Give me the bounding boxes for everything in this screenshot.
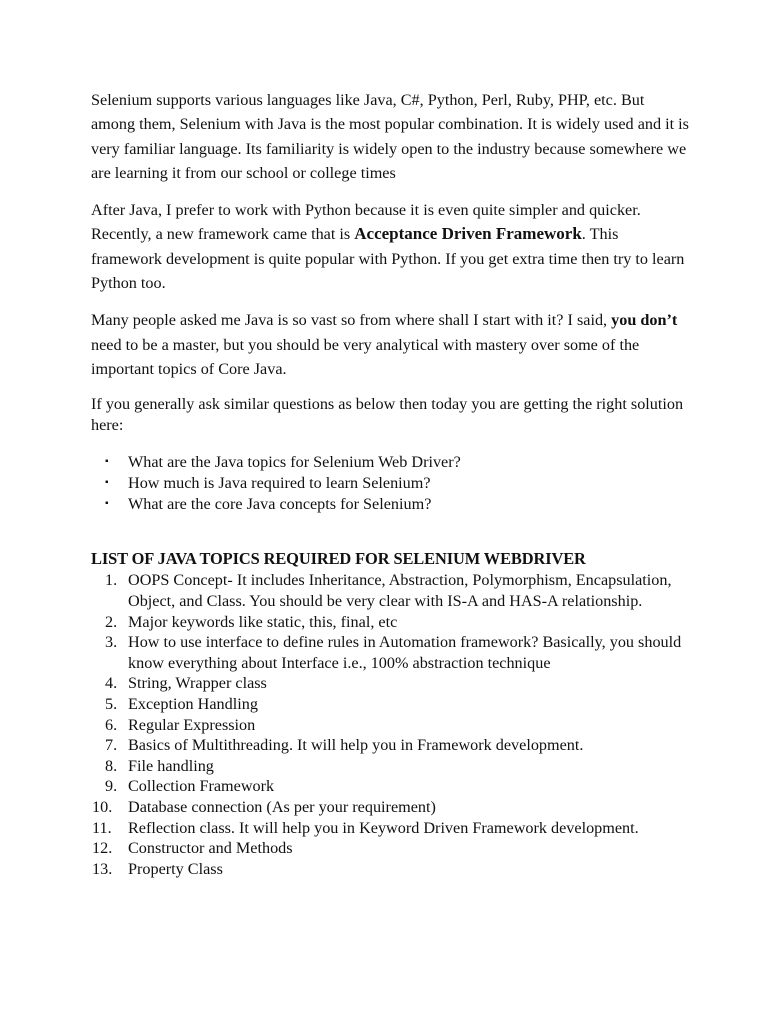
topic-text: OOPS Concept- It includes Inheritance, Abstraction, Polymorphism, Encapsulation, Object, and Class. You should be very clear with IS-A and HAS-A relationship. bbox=[128, 571, 672, 610]
item-number: 6. bbox=[105, 715, 118, 734]
item-number: 11. bbox=[92, 818, 112, 837]
list-item bbox=[91, 473, 691, 494]
question-text: What are the Java topics for Selenium Web Driver? bbox=[128, 453, 461, 472]
item-number: 4. bbox=[105, 674, 118, 693]
document-page bbox=[91, 88, 691, 879]
item-number: 1. bbox=[105, 571, 118, 590]
topic-text: Regular Expression bbox=[128, 715, 256, 734]
topic-text: Collection Framework bbox=[128, 777, 275, 796]
topic-text: Database connection (As per your requirement) bbox=[128, 797, 436, 816]
item-number: 8. bbox=[105, 756, 118, 775]
bullet-square-icon: ▪ bbox=[105, 456, 109, 468]
question-text: What are the core Java concepts for Selenium? bbox=[128, 494, 432, 513]
where-to-start-text: Many people asked me Java is so vast so from where shall I start with it? I said, bbox=[91, 311, 612, 330]
questions-intro-paragraph: If you generally ask similar questions as below then today you are getting the right solution here: bbox=[91, 395, 684, 435]
item-number: 12. bbox=[92, 839, 113, 858]
item-number: 2. bbox=[105, 612, 118, 631]
list-item bbox=[91, 632, 691, 673]
topic-text: Reflection class. It will help you in Keyword Driven Framework development. bbox=[128, 818, 639, 837]
item-number: 5. bbox=[105, 694, 118, 713]
list-item bbox=[91, 838, 691, 859]
topic-text: Basics of Multithreading. It will help you in Framework development. bbox=[128, 736, 584, 755]
list-item bbox=[91, 673, 691, 694]
acceptance-driven-framework-bold: Acceptance Driven Framework bbox=[354, 224, 582, 244]
list-item bbox=[91, 776, 691, 797]
topic-text: Exception Handling bbox=[128, 694, 258, 713]
list-item bbox=[91, 494, 691, 515]
bullet-square-icon: ▪ bbox=[105, 497, 109, 509]
item-number: 7. bbox=[105, 736, 118, 755]
python-paragraph bbox=[91, 198, 691, 295]
topic-text: How to use interface to define rules in Automation framework? Basically, you should know everything about Interface i.e., 100% abstraction technique bbox=[128, 633, 682, 672]
topics-list bbox=[91, 570, 691, 879]
you-dont-bold: you don’t bbox=[611, 311, 678, 330]
list-item bbox=[91, 756, 691, 777]
questions-list bbox=[91, 452, 691, 514]
python-paragraph-tail: . This framework development is quite popular with Python. If you get extra time then try to learn Python too. bbox=[91, 225, 685, 293]
topic-text: Major keywords like static, this, final, etc bbox=[128, 612, 398, 631]
python-paragraph-text: After Java, I prefer to work with Python because it is even quite simpler and quicker. Recently, a new framework came that is bbox=[91, 201, 641, 244]
list-item bbox=[91, 859, 691, 880]
topic-text: Constructor and Methods bbox=[128, 839, 293, 858]
item-number: 3. bbox=[105, 633, 118, 652]
list-item bbox=[91, 694, 691, 715]
list-item bbox=[91, 570, 691, 611]
item-number: 13. bbox=[92, 859, 113, 878]
where-to-start-paragraph bbox=[91, 308, 691, 381]
list-item bbox=[91, 797, 691, 818]
topic-text: File handling bbox=[128, 756, 214, 775]
list-item bbox=[91, 735, 691, 756]
list-item bbox=[91, 612, 691, 633]
topics-heading: LIST OF JAVA TOPICS REQUIRED FOR SELENIUM WEBDRIVER bbox=[91, 549, 586, 569]
list-item bbox=[91, 452, 691, 473]
intro-paragraph: Selenium supports various languages like Java, C#, Python, Perl, Ruby, PHP, etc. But among them, Selenium with Java is the most popular combination. It is widely used and it is very familiar language. Its familiarity is widely open to the industry because somewhere we are learning it from our school or college times bbox=[91, 91, 689, 182]
question-text: How much is Java required to learn Selenium? bbox=[128, 473, 431, 492]
where-to-start-tail: need to be a master, but you should be very analytical with mastery over some of the important topics of Core Java. bbox=[91, 335, 640, 378]
topic-text: String, Wrapper class bbox=[128, 674, 267, 693]
list-item bbox=[91, 818, 691, 839]
item-number: 9. bbox=[105, 777, 118, 796]
bullet-square-icon: ▪ bbox=[105, 476, 109, 488]
item-number: 10. bbox=[92, 797, 113, 816]
topic-text: Property Class bbox=[128, 859, 223, 878]
list-item bbox=[91, 715, 691, 736]
